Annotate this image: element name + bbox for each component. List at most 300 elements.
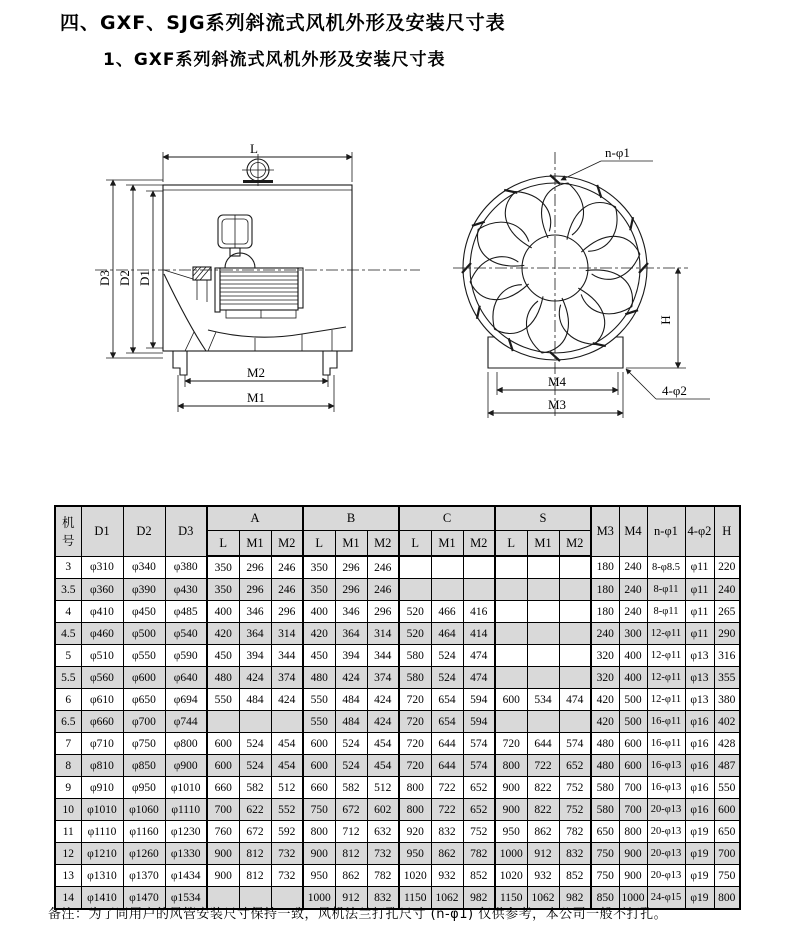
table-cell: 3 [55,556,81,579]
table-cell: 650 [714,821,740,843]
table-cell: 364 [335,623,367,645]
table-cell [207,711,239,733]
table-cell: φ1434 [165,865,207,887]
table-cell: 632 [367,821,399,843]
table-cell: 652 [559,755,591,777]
header-4-phi2: 4-φ2 [685,506,714,556]
table-cell: 450 [207,645,239,667]
table-cell: 8-φ8.5 [647,556,685,579]
header-group-a: A [207,506,303,531]
table-cell: 290 [714,623,740,645]
table-cell: 454 [271,755,303,777]
table-cell: 484 [239,689,271,711]
table-cell: 12 [55,843,81,865]
header-m4: M4 [619,506,647,556]
table-cell: φ540 [165,623,207,645]
table-cell: 832 [559,843,591,865]
table-cell: 420 [591,711,619,733]
table-cell: φ1210 [81,843,123,865]
table-cell: 8-φ11 [647,601,685,623]
header-group-s: S [495,506,591,531]
table-cell: 534 [527,689,559,711]
table-cell: 346 [335,601,367,623]
table-cell: φ11 [685,623,714,645]
table-cell: 1000 [303,887,335,910]
table-cell: 822 [527,777,559,799]
table-cell: φ1010 [165,777,207,799]
table-cell: 920 [399,821,431,843]
table-cell: 20-φ13 [647,843,685,865]
table-cell [495,556,527,579]
table-cell: 752 [559,799,591,821]
table-cell: 524 [431,645,463,667]
table-cell: 12-φ11 [647,645,685,667]
table-cell: 582 [239,777,271,799]
table-cell: 524 [431,667,463,689]
table-cell: 424 [367,689,399,711]
table-cell: φ11 [685,579,714,601]
table-row [55,579,740,601]
table-cell: 6.5 [55,711,81,733]
header-d2: D2 [123,506,165,556]
table-cell [463,556,495,579]
table-cell: φ600 [123,667,165,689]
table-cell: 320 [591,645,619,667]
table-cell: φ485 [165,601,207,623]
table-cell: 474 [463,645,495,667]
table-cell: φ16 [685,733,714,755]
table-cell [527,579,559,601]
dimension-D2 [117,185,163,353]
dimension-L [163,141,352,182]
header-group-b: B [303,506,399,531]
table-cell: 660 [303,777,335,799]
table-cell: 296 [271,601,303,623]
table-cell: 220 [714,556,740,579]
dimension-M2 [185,365,328,387]
table-cell: 480 [207,667,239,689]
table-cell: 424 [239,667,271,689]
svg-text:D3: D3 [97,270,112,286]
table-cell: 400 [619,667,647,689]
svg-text:n-φ1: n-φ1 [605,145,630,160]
table-cell: 720 [399,755,431,777]
table-cell: 344 [367,645,399,667]
table-cell: 346 [239,601,271,623]
table-cell: 812 [335,843,367,865]
table-cell: 500 [619,711,647,733]
table-cell [463,579,495,601]
table-cell: 720 [399,711,431,733]
table-cell: 466 [431,601,463,623]
table-cell: 14 [55,887,81,910]
table-cell: 11 [55,821,81,843]
dimension-H [626,268,686,368]
table-cell: 350 [303,579,335,601]
table-cell: φ360 [81,579,123,601]
table-cell: φ550 [123,645,165,667]
table-cell: 622 [239,799,271,821]
table-cell [431,579,463,601]
table-cell: 400 [303,601,335,623]
table-cell: 394 [335,645,367,667]
table-cell: 5.5 [55,667,81,689]
table-cell: 424 [271,689,303,711]
table-cell: 600 [619,733,647,755]
table-cell: 16-φ13 [647,777,685,799]
table-cell: φ19 [685,865,714,887]
table-row [55,556,740,579]
svg-text:M2: M2 [246,365,266,380]
table-cell: φ500 [123,623,165,645]
table-cell [495,645,527,667]
table-cell: 4 [55,601,81,623]
table-cell: 950 [399,843,431,865]
table-cell: 594 [463,689,495,711]
table-cell: 594 [463,711,495,733]
header-s-l: L [495,531,527,557]
lifting-eye [242,154,274,186]
table-cell: 752 [463,821,495,843]
table-cell: 6 [55,689,81,711]
table-cell: 752 [559,777,591,799]
dimension-D1 [137,191,163,348]
table-cell: 180 [591,601,619,623]
table-cell: 900 [303,843,335,865]
svg-text:L: L [250,141,258,156]
table-cell: 180 [591,579,619,601]
table-cell: φ700 [123,711,165,733]
table-cell: 600 [303,733,335,755]
svg-text:D1: D1 [137,270,152,286]
table-cell: 760 [207,821,239,843]
table-cell: 654 [431,689,463,711]
table-cell: 402 [714,711,740,733]
svg-text:M4: M4 [547,374,567,389]
table-cell: 12-φ11 [647,667,685,689]
table-cell: 580 [591,777,619,799]
table-cell: 650 [591,821,619,843]
table-cell: 380 [714,689,740,711]
table-cell: 350 [303,556,335,579]
table-cell: 1020 [399,865,431,887]
table-cell: φ810 [81,755,123,777]
table-cell: 750 [591,865,619,887]
header-machine-no: 机号 [55,506,81,556]
table-cell: 20-φ13 [647,799,685,821]
table-cell: 550 [714,777,740,799]
table-cell: φ1110 [81,821,123,843]
table-cell: 1000 [619,887,647,910]
table-row [55,689,740,711]
fan-side-view-drawing [50,128,425,443]
table-cell: φ510 [81,645,123,667]
header-b-l: L [303,531,335,557]
table-cell: 524 [239,755,271,777]
table-cell: 812 [239,865,271,887]
table-cell: 487 [714,755,740,777]
table-cell: 300 [619,623,647,645]
table-cell: 800 [619,821,647,843]
table-cell: 296 [335,556,367,579]
header-d3: D3 [165,506,207,556]
table-header-row-groups [55,506,740,531]
table-cell: φ390 [123,579,165,601]
table-cell: 296 [239,579,271,601]
table-cell: 800 [303,821,335,843]
table-cell [559,711,591,733]
table-cell: 782 [367,865,399,887]
table-cell: 750 [303,799,335,821]
table-cell [559,601,591,623]
table-cell: 16-φ13 [647,755,685,777]
table-cell: 782 [559,821,591,843]
table-cell: φ560 [81,667,123,689]
svg-text:H: H [658,315,673,325]
table-cell: φ1330 [165,843,207,865]
table-cell: φ19 [685,821,714,843]
table-cell: 600 [207,755,239,777]
table-cell: φ1010 [81,799,123,821]
table-cell: φ16 [685,711,714,733]
table-cell: 700 [207,799,239,821]
table-row [55,799,740,821]
table-cell: 12-φ11 [647,623,685,645]
table-cell: 644 [431,733,463,755]
table-cell: 600 [714,799,740,821]
table-cell: 600 [303,755,335,777]
table-cell: 484 [335,711,367,733]
table-cell: 1062 [527,887,559,910]
table-cell: 982 [463,887,495,910]
table-cell: 480 [591,733,619,755]
table-cell: φ610 [81,689,123,711]
table-cell: 480 [591,755,619,777]
header-s-m1: M1 [527,531,559,557]
table-cell: 344 [271,645,303,667]
table-cell: 316 [714,645,740,667]
table-cell: 850 [591,887,619,910]
table-cell: 550 [303,689,335,711]
table-cell: 296 [367,601,399,623]
table-row [55,645,740,667]
table-cell: 812 [239,843,271,865]
table-cell: 450 [303,645,335,667]
table-cell: 720 [399,689,431,711]
table-cell: 394 [239,645,271,667]
table-cell: φ11 [685,601,714,623]
table-cell: 660 [207,777,239,799]
table-cell: 900 [495,799,527,821]
table-cell: 750 [591,843,619,865]
table-cell: φ450 [123,601,165,623]
table-cell [495,623,527,645]
table-cell: 454 [367,755,399,777]
table-cell: 240 [714,579,740,601]
table-cell: 512 [271,777,303,799]
mounting-foot-right [323,351,337,375]
table-cell: 524 [335,733,367,755]
table-cell: φ1410 [81,887,123,910]
table-cell [527,623,559,645]
table-cell: φ16 [685,777,714,799]
table-cell: 10 [55,799,81,821]
table-cell: 822 [527,799,559,821]
table-cell: 982 [559,887,591,910]
table-cell: 552 [271,799,303,821]
table-cell: φ13 [685,689,714,711]
table-row [55,821,740,843]
table-cell: 484 [335,689,367,711]
svg-text:M3: M3 [547,397,567,412]
table-cell: 512 [367,777,399,799]
table-cell: 644 [527,733,559,755]
table-cell: φ650 [123,689,165,711]
table-cell [559,623,591,645]
table-cell [431,556,463,579]
table-cell: 782 [463,843,495,865]
table-cell [495,601,527,623]
table-cell: 580 [399,667,431,689]
table-cell: φ710 [81,733,123,755]
fan-front-view-drawing [420,128,790,443]
table-row [55,755,740,777]
table-cell: 420 [591,689,619,711]
table-cell: 1000 [495,843,527,865]
table-cell: 580 [399,645,431,667]
table-cell: 400 [619,645,647,667]
table-cell: 454 [271,733,303,755]
table-cell: 800 [714,887,740,910]
header-c-l: L [399,531,431,557]
header-n-phi1: n-φ1 [647,506,685,556]
table-cell: 862 [431,843,463,865]
table-cell [527,645,559,667]
table-cell: 500 [619,689,647,711]
table-cell: φ800 [165,733,207,755]
table-cell: φ13 [685,645,714,667]
table-cell: 800 [399,777,431,799]
impeller-hub [193,267,211,302]
footnote: 备注：为了同用户的风管安装尺寸保持一致，风机法兰打孔尺寸 (n-φ1) 仅供参考，本公司一般不打孔。 [48,907,668,922]
table-cell: 20-φ13 [647,821,685,843]
table-cell: φ13 [685,667,714,689]
table-cell [495,579,527,601]
table-cell: 296 [335,579,367,601]
header-b-m1: M1 [335,531,367,557]
dimension-M1 [178,375,334,412]
table-cell: 644 [431,755,463,777]
table-cell: 16-φ11 [647,733,685,755]
table-cell: 13 [55,865,81,887]
table-cell: 900 [619,865,647,887]
header-a-l: L [207,531,239,557]
table-cell: 800 [399,799,431,821]
table-cell: 652 [463,799,495,821]
table-cell: 420 [303,623,335,645]
table-cell: 800 [495,755,527,777]
table-cell: 722 [431,777,463,799]
table-cell: 464 [431,623,463,645]
table-cell: φ19 [685,843,714,865]
table-cell: 550 [207,689,239,711]
table-cell: 750 [714,865,740,887]
table-cell: 416 [463,601,495,623]
table-cell: φ1534 [165,887,207,910]
table-cell [559,667,591,689]
table-cell: 350 [207,579,239,601]
table-cell: 240 [591,623,619,645]
table-cell [495,711,527,733]
table-cell: φ1370 [123,865,165,887]
table-cell: 720 [495,733,527,755]
table-cell: φ850 [123,755,165,777]
table-cell: 720 [399,733,431,755]
table-cell: 912 [527,843,559,865]
table-cell: 246 [271,579,303,601]
table-cell [239,711,271,733]
table-cell: 424 [367,711,399,733]
header-group-c: C [399,506,495,531]
table-cell: φ310 [81,556,123,579]
section-title: 1、GXF系列斜流式风机外形及安装尺寸表 [103,50,446,70]
table-cell: 3.5 [55,579,81,601]
motor [215,253,303,318]
table-row [55,601,740,623]
page-title: 四、GXF、SJG系列斜流式风机外形及安装尺寸表 [60,12,506,34]
table-cell: φ590 [165,645,207,667]
table-cell: 428 [714,733,740,755]
motor-junction-box [218,215,252,256]
header-a-m1: M1 [239,531,271,557]
table-cell: φ1230 [165,821,207,843]
header-h: H [714,506,740,556]
table-cell: φ640 [165,667,207,689]
table-cell: 414 [463,623,495,645]
table-row [55,843,740,865]
table-cell: φ410 [81,601,123,623]
table-cell: φ1310 [81,865,123,887]
table-cell: 1150 [399,887,431,910]
table-cell: φ744 [165,711,207,733]
dimension-table [54,505,741,910]
table-cell: 574 [463,755,495,777]
table-row [55,733,740,755]
header-b-m2: M2 [367,531,399,557]
table-cell: 900 [619,843,647,865]
table-cell: 12-φ11 [647,689,685,711]
table-cell: φ430 [165,579,207,601]
table-cell: 574 [559,733,591,755]
table-cell: 652 [463,777,495,799]
table-cell: 712 [335,821,367,843]
table-cell: φ1110 [165,799,207,821]
table-cell [271,711,303,733]
table-cell: 420 [207,623,239,645]
table-cell: 932 [431,865,463,887]
table-cell: 520 [399,623,431,645]
table-cell [527,711,559,733]
table-cell: 524 [239,733,271,755]
table-cell: 722 [431,799,463,821]
label-n-phi1 [561,145,653,180]
table-row [55,777,740,799]
table-cell: φ1160 [123,821,165,843]
table-cell: 900 [495,777,527,799]
table-cell: 246 [271,556,303,579]
table-cell: 474 [559,689,591,711]
table-cell: 600 [207,733,239,755]
